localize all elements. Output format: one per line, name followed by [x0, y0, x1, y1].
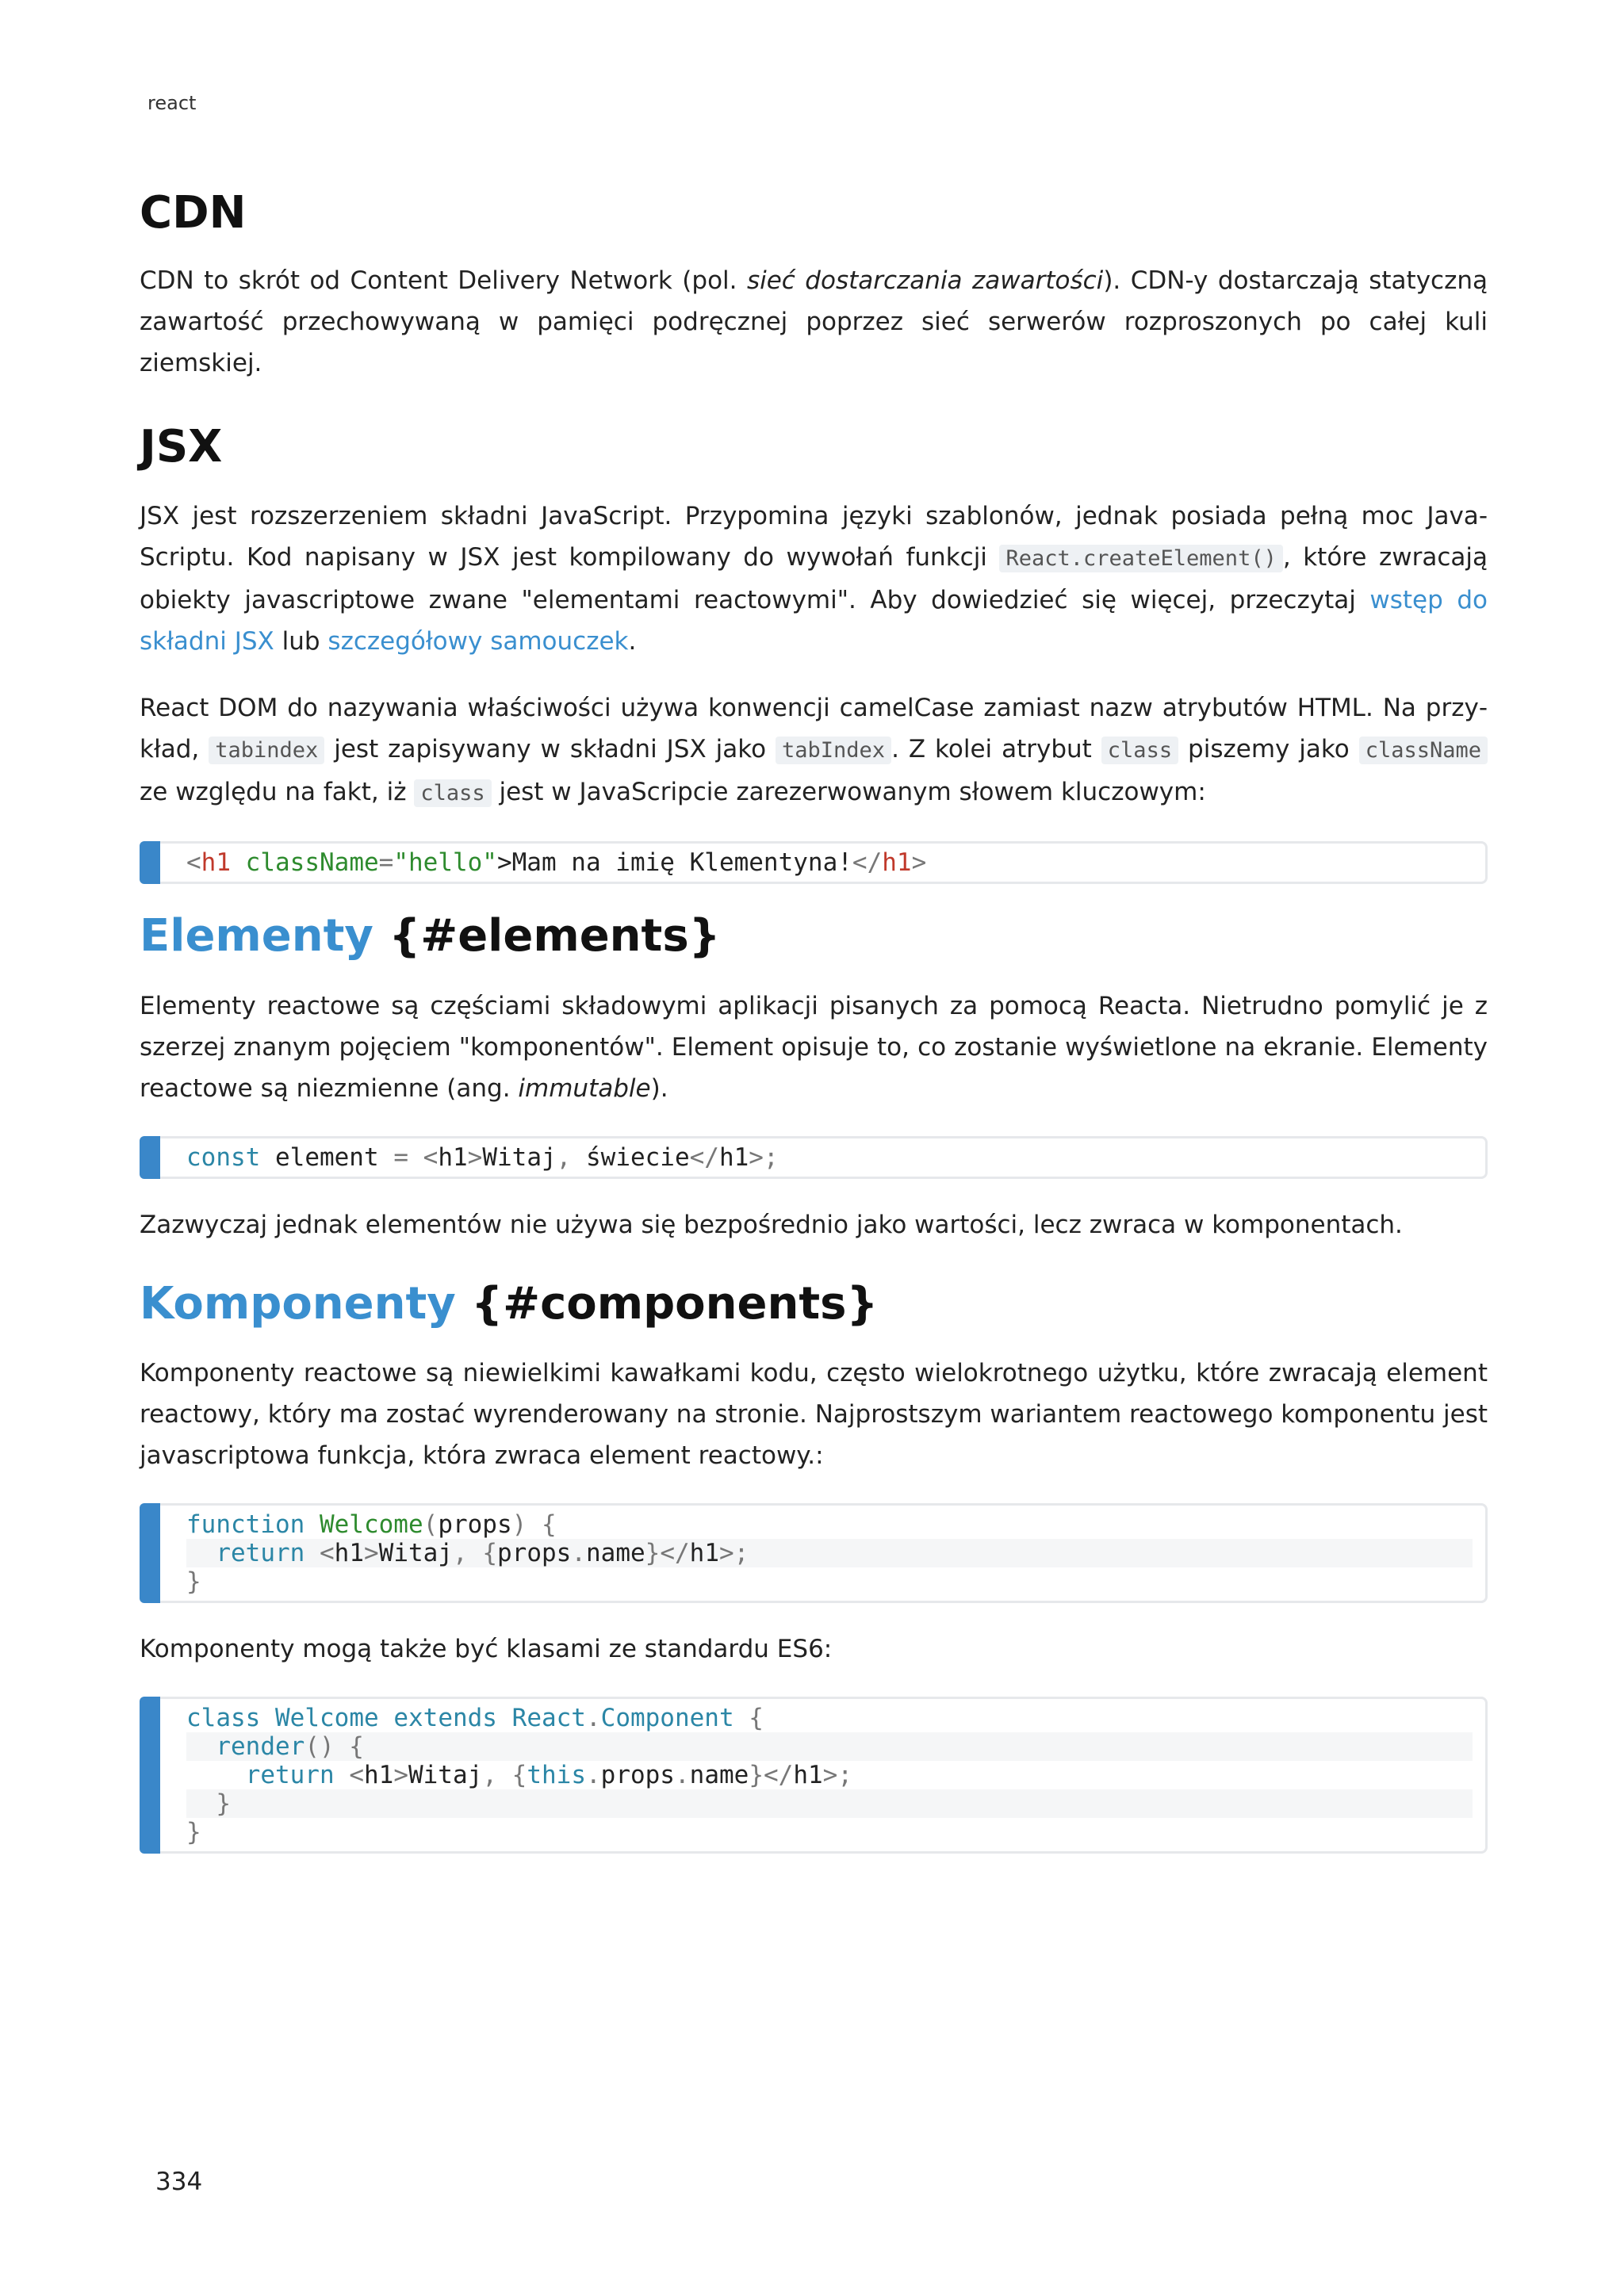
code-line: const element = <h1>Witaj, świecie</h1>;	[186, 1142, 779, 1172]
code-line: }	[186, 1567, 201, 1596]
heading-elements: Elementy {#elements}	[140, 910, 721, 962]
code-block-bar	[140, 1136, 160, 1179]
code-block-class-component	[140, 1697, 1488, 1854]
link-jsx-intro[interactable]: wstęp do składni JSX	[140, 586, 1488, 656]
code-block-bar	[140, 1503, 160, 1603]
code-line: return <h1>Witaj, {props.name}</h1>;	[186, 1539, 1473, 1567]
elements-paragraph-2: Zazwyczaj jednak elementów nie używa się bezpośrednio jako wartości, lecz zwraca w komponentach.	[140, 1210, 1403, 1239]
running-header: react	[147, 92, 197, 114]
components-paragraph-2: Komponenty mogą także być klasami ze standardu ES6:	[140, 1634, 833, 1663]
heading-cdn: CDN	[140, 187, 247, 239]
code-line: return <h1>Witaj, {this.props.name}</h1>;	[245, 1760, 852, 1789]
inline-code: className	[1359, 737, 1488, 764]
page-number: 334	[155, 2168, 203, 2196]
code-line: class Welcome extends React.Component {	[186, 1703, 764, 1732]
inline-code: class	[414, 779, 491, 807]
inline-code: tabIndex	[776, 737, 891, 764]
link-tutorial[interactable]: szczegółowy samouczek	[327, 627, 629, 656]
jsx-paragraph-2: React DOM do nazywania właściwości używa konwencji camelCase zamiast nazw atrybutów HTML. Na przykład, tabindex jest zapisywany w składni JSX jako tabIndex . Z kolei atrybut class piszemy jako className ze względu na fakt, iż class jest w JavaScripcie zarezerwowanym słowem kluczowym:	[140, 694, 1488, 807]
code-line: }	[186, 1817, 201, 1846]
code-block-function-component	[140, 1503, 1488, 1603]
code-block-bar	[140, 1697, 160, 1854]
code-block-element	[140, 1136, 1488, 1179]
cdn-paragraph: CDN to skrót od Content Delivery Network (pol. sieć dostarczania zawartości). CDN-y dostarczają statyczną zawartość przechowywaną w pamięci podręcznej poprzez sieć serwerów rozproszonych po całej kuli ziemskiej.	[140, 266, 1488, 378]
components-paragraph-1: Komponenty reactowe są niewielkimi kawałkami kodu, często wielokrotnego użytku, które zwracają element reactowy, który ma zostać wyrenderowany na stronie. Najprostszym wariantem reactowego komponentu jest javascriptowa funkcja, która zwraca element reactowy.:	[140, 1358, 1488, 1470]
jsx-paragraph-1: JSX jest rozszerzeniem składni JavaScript. Przypomina języki szablonów, jednak posiada pełną moc JavaScriptu. Kod napisany w JSX jest kompilowany do wywołań funkcji React.createElement() , które zwracają obiekty javascriptowe zwane "elementami reactowymi". Aby dowiedzieć się więcej, przeczytaj wstęp do składni JSX lub szczegółowy samouczek.	[140, 502, 1488, 656]
elements-paragraph-1: Elementy reactowe są częściami składowymi aplikacji pisanych za pomocą Reacta. Nietrudno pomylić je z szerzej znanym pojęciem "komponentów". Element opisuje to, co zostanie wyświetlone na ekranie. Elementy reactowe są niezmienne (ang. immutable).	[140, 991, 1488, 1103]
inline-code: React.createElement()	[999, 545, 1282, 572]
code-line: function Welcome(props) {	[186, 1510, 557, 1539]
code-line: <h1 className="hello">Mam na imię Klementyna!</h1>	[186, 848, 927, 878]
code-line: render() {	[186, 1732, 1473, 1761]
heading-components: Komponenty {#components}	[140, 1277, 879, 1330]
inline-code: class	[1101, 737, 1178, 764]
code-block-bar	[140, 841, 160, 884]
page-content	[140, 186, 1488, 1879]
heading-jsx: JSX	[140, 421, 223, 473]
code-block-jsx	[140, 841, 1488, 884]
inline-code: tabindex	[209, 737, 324, 764]
code-line: }	[186, 1789, 1473, 1818]
